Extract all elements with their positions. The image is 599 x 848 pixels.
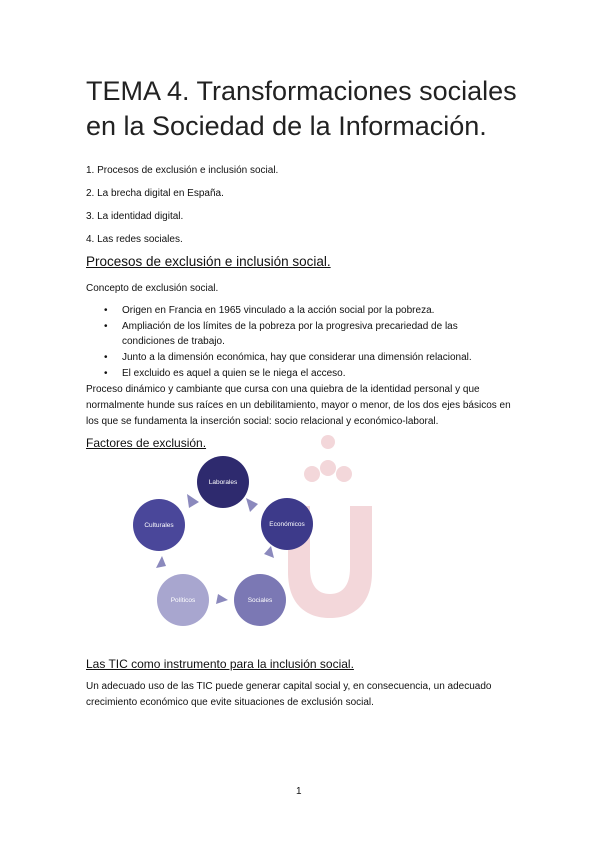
bullet-icon: • — [104, 305, 108, 316]
arrow-icon — [156, 556, 166, 568]
list-item-text: Origen en Francia en 1965 vinculado a la acción social por la pobreza. — [122, 305, 435, 316]
definition-paragraph: Proceso dinámico y cambiante que cursa con una quiebra de la identidad personal y que normalmente hunde sus raíces en un debilitamiento, mayor o menor, de los dos ejes básicos en los que se fundamenta la inserción social: socio relacional y económico-laboral. — [86, 384, 511, 427]
node-label: Económicos — [269, 521, 305, 528]
section-heading-exclusion: Procesos de exclusión e inclusión social. — [86, 254, 331, 269]
page-title: TEMA 4. Transformaciones sociales en la Sociedad de la Información. — [86, 76, 517, 141]
toc-item: 4. Las redes sociales. — [86, 234, 183, 245]
arrow-icon — [246, 498, 258, 512]
list-item-text: Ampliación de los límites de la pobreza por la progresiva precariedad de las condiciones de trabajo. — [122, 321, 458, 347]
exclusion-factors-diagram — [120, 452, 320, 628]
bullet-icon: • — [104, 352, 108, 363]
arrow-icon — [216, 594, 228, 604]
factors-heading: Factores de exclusión. — [86, 436, 207, 450]
arrow-icon — [187, 494, 199, 508]
node-label: Laborales — [208, 479, 238, 486]
toc-item: 3. La identidad digital. — [86, 211, 184, 222]
tic-heading: Las TIC como instrumento para la inclusión social. — [86, 657, 354, 671]
list-item — [86, 366, 506, 381]
list-item-text: El excluido es aquel a quien se le niega el acceso. — [122, 368, 346, 379]
concept-label: Concepto de exclusión social. — [86, 283, 219, 294]
toc-item: 2. La brecha digital en España. — [86, 188, 224, 199]
node-label: Culturales — [144, 522, 174, 529]
bullet-icon: • — [104, 321, 108, 332]
list-item — [86, 350, 506, 365]
bullet-icon: • — [104, 368, 108, 379]
tic-paragraph: Un adecuado uso de las TIC puede generar capital social y, en consecuencia, un adecuado crecimiento económico que evite situaciones de exclusión social. — [86, 681, 492, 708]
arrow-icon — [264, 546, 274, 558]
bullet-list — [86, 303, 506, 382]
toc-item: 1. Procesos de exclusión e inclusión social. — [86, 165, 279, 176]
node-label: Sociales — [247, 597, 273, 604]
list-item — [86, 319, 506, 349]
node-label: Políticos — [170, 597, 196, 604]
list-item — [86, 303, 506, 318]
list-item-text: Junto a la dimensión económica, hay que considerar una dimensión relacional. — [122, 352, 472, 363]
page-number: 1 — [296, 786, 302, 797]
